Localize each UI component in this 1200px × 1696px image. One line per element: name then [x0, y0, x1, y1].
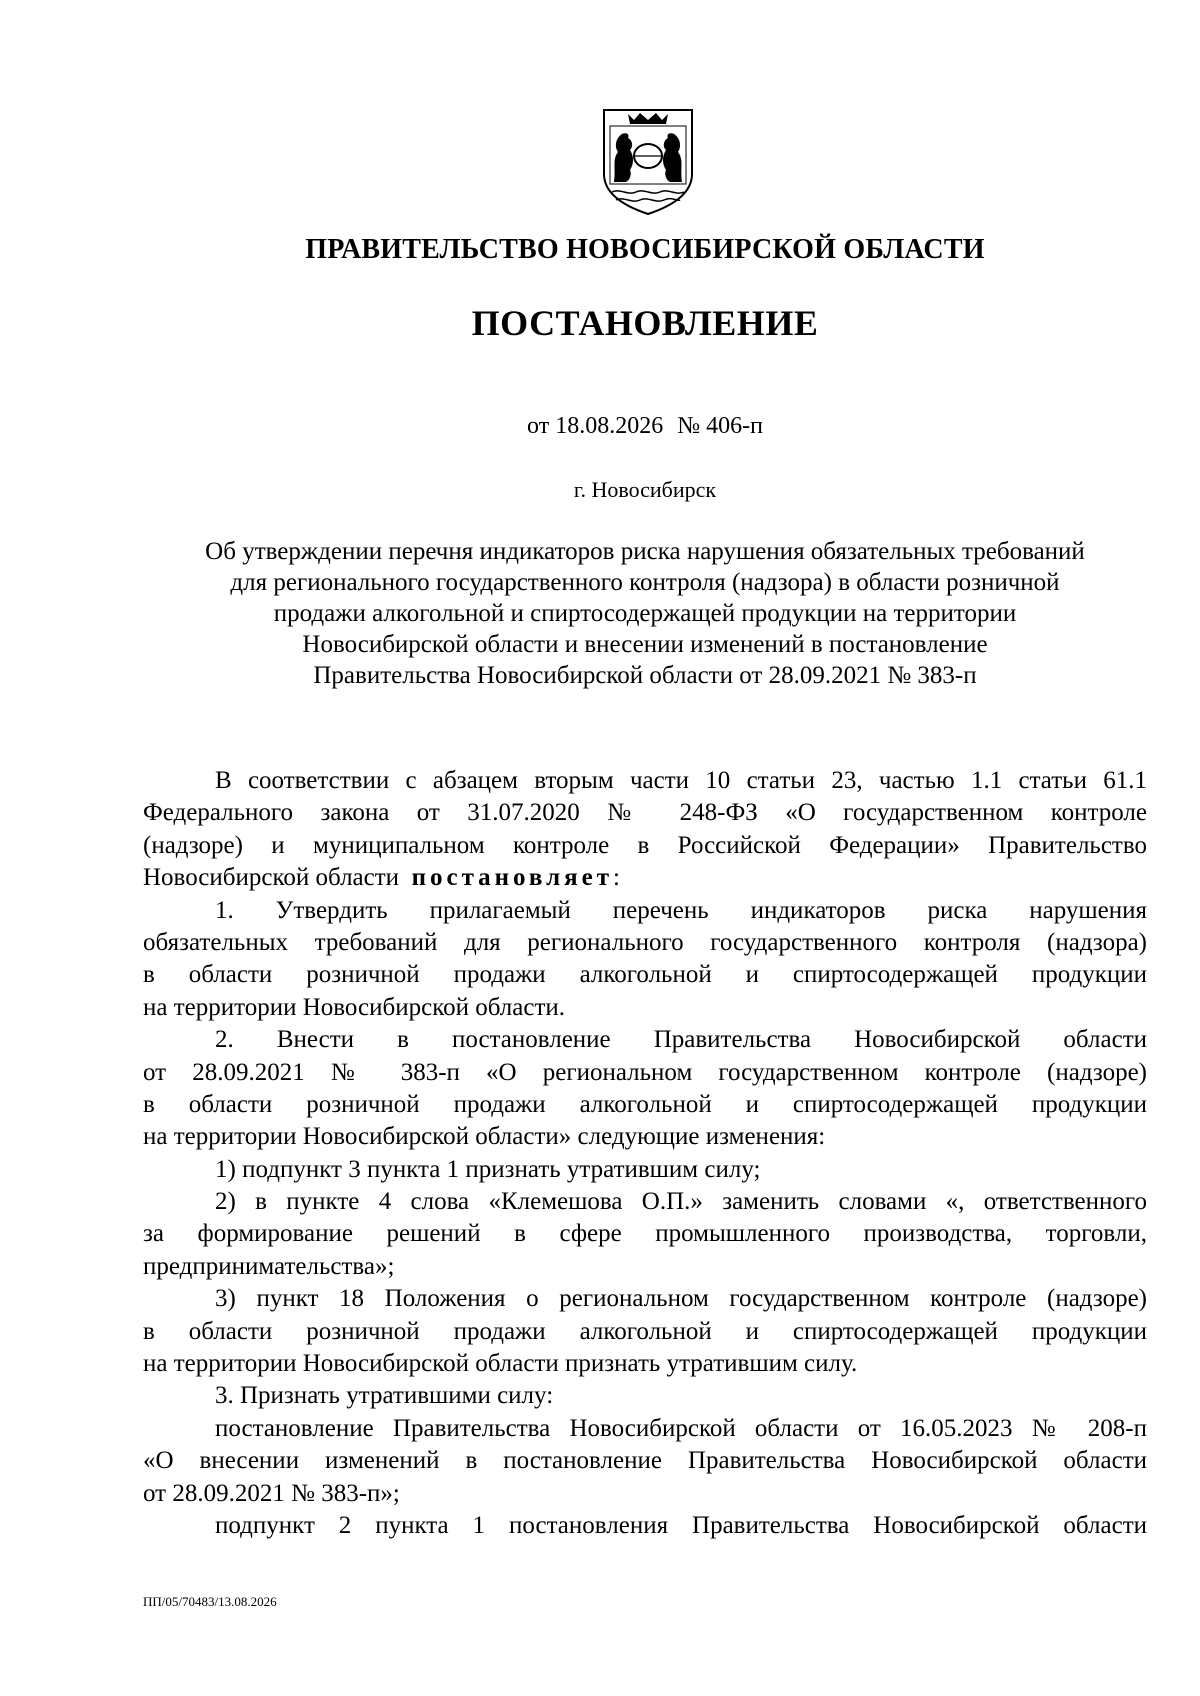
document-body [143, 765, 1147, 1542]
body-line: 2) в пункте 4 слова «Клемешова О.П.» заменить словами «, ответственного [215, 1188, 1147, 1216]
body-line: 2. Внести в постановление Правительства Новосибирской области [215, 1026, 1147, 1054]
body-line: за формирование решений в сфере промышленного производства, торговли, [143, 1220, 1147, 1248]
body-line [143, 862, 1147, 894]
body-line: 3) пункт 18 Положения о региональном государственном контроле (надзоре) [215, 1285, 1147, 1313]
body-line: предпринимательства»; [143, 1252, 395, 1280]
document-registration-code: ПП/05/70483/13.08.2026 [143, 1594, 277, 1609]
body-line: Федерального закона от 31.07.2020 № 248-ФЗ «О государственном контроле [143, 799, 1147, 827]
document-date: от 18.08.2026 [527, 413, 664, 439]
body-line: (надзоре) и муниципальном контроле в Российской Федерации» Правительство [143, 831, 1147, 859]
subject-line: Об утверждении перечня индикаторов риска нарушения обязательных требований [205, 538, 1085, 565]
body-text: Новосибирской области [143, 864, 400, 892]
body-line: в области розничной продажи алкогольной и спиртосодержащей продукции [143, 1317, 1147, 1345]
coat-of-arms-icon [600, 108, 696, 216]
document-type-title: ПОСТАНОВЛЕНИЕ [471, 303, 819, 343]
subject-line: продажи алкогольной и спиртосодержащей продукции на территории [273, 600, 1017, 627]
body-line: от 28.09.2021 № 383-п»; [143, 1479, 400, 1507]
subject-line: для регионального государственного контроля (надзора) в области розничной [230, 569, 1060, 596]
subject-line: Новосибирской области и внесении изменений в постановление [302, 631, 988, 658]
body-line: подпункт 2 пункта 1 постановления Правительства Новосибирской области [215, 1511, 1147, 1539]
document-number: № 406-п [677, 413, 763, 439]
document-city: г. Новосибирск [573, 477, 717, 502]
document-date-number [0, 413, 1200, 440]
resolves-word: постановляет [411, 864, 614, 892]
body-line: 1. Утвердить прилагаемый перечень индикаторов риска нарушения [215, 896, 1147, 924]
body-line: 3. Признать утратившими силу: [215, 1382, 554, 1410]
body-line: 1) подпункт 3 пункта 1 признать утратившим силу; [215, 1155, 761, 1183]
subject-line: Правительства Новосибирской области от 28.09.2021 № 383-п [313, 662, 977, 689]
body-line: на территории Новосибирской области. [143, 993, 566, 1021]
body-line: постановление Правительства Новосибирской области от 16.05.2023 № 208-п [215, 1414, 1147, 1442]
body-line: «О внесении изменений в постановление Правительства Новосибирской области [143, 1447, 1147, 1475]
body-text: : [613, 864, 620, 892]
document-subject [140, 536, 1150, 691]
body-line: в области розничной продажи алкогольной и спиртосодержащей продукции [143, 961, 1147, 989]
body-line: от 28.09.2021 № 383-п «О региональном государственном контроле (надзоре) [143, 1058, 1147, 1086]
body-line: на территории Новосибирской области признать утратившим силу. [143, 1350, 858, 1378]
body-line: В соответствии с абзацем вторым части 10 статьи 23, частью 1.1 статьи 61.1 [215, 767, 1147, 794]
government-title: ПРАВИТЕЛЬСТВО НОВОСИБИРСКОЙ ОБЛАСТИ [305, 234, 985, 265]
body-line: на территории Новосибирской области» следующие изменения: [143, 1123, 826, 1151]
body-line: в области розничной продажи алкогольной и спиртосодержащей продукции [143, 1090, 1147, 1118]
body-line: обязательных требований для регионального государственного контроля (надзора) [143, 928, 1147, 956]
